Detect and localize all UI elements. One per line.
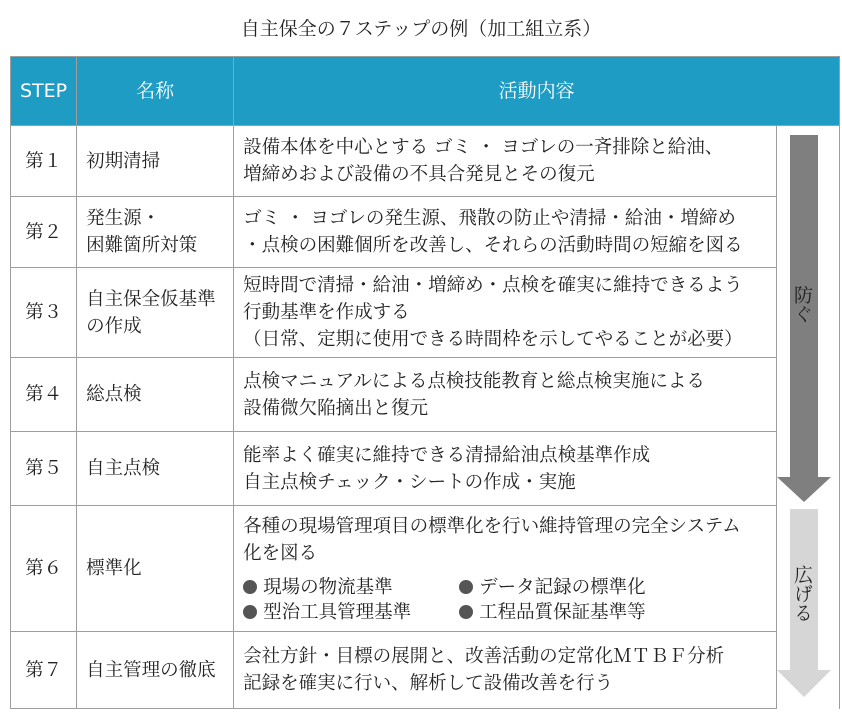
activity-line: 行動基準を作成する bbox=[243, 302, 410, 323]
step-cell: 第２ bbox=[11, 197, 77, 268]
bullet-text: 型治工具管理基準 bbox=[263, 601, 412, 623]
bullet-dot-icon bbox=[243, 580, 257, 594]
activity-line: 点検マニュアルによる点検技能教育と総点検実施による bbox=[243, 370, 705, 392]
activity-line: 増締めおよび設備の不具合発見とその復元 bbox=[243, 164, 595, 185]
bullet-row bbox=[243, 600, 767, 625]
step-cell: 第１ bbox=[11, 126, 77, 197]
activity-cell bbox=[234, 506, 777, 632]
activity-line: 自主点検チェック・シートの作成・実施 bbox=[243, 471, 576, 493]
header-row bbox=[11, 57, 840, 126]
arrow-label-expand bbox=[791, 565, 817, 622]
bullet-list bbox=[243, 575, 767, 625]
activity-cell bbox=[234, 358, 777, 432]
bullet-dot-icon bbox=[459, 605, 473, 619]
name-cell bbox=[77, 506, 234, 632]
activity-line: 記録を確実に行い、解析して設備改善を行う bbox=[243, 673, 614, 694]
step-cell: 第６ bbox=[11, 506, 77, 632]
name-cell bbox=[77, 432, 234, 506]
activity-line: 短時間で清掃・給油・増締め・点検を確実に維持できるよう bbox=[243, 275, 743, 296]
step-cell: 第５ bbox=[11, 432, 77, 506]
name-cell bbox=[77, 126, 234, 197]
bullet-dot-icon bbox=[459, 580, 473, 594]
activity-line: ・点検の困難個所を改善し、それらの活動時間の短縮を図る bbox=[243, 235, 743, 256]
bullet-text: データ記録の標準化 bbox=[479, 576, 646, 598]
name-cell bbox=[77, 632, 234, 709]
step-cell: 第４ bbox=[11, 358, 77, 432]
steps-table bbox=[10, 56, 840, 709]
table-row bbox=[11, 126, 840, 197]
bullet-text: 工程品質保証基準等 bbox=[479, 601, 646, 623]
header-activity: 活動内容 bbox=[234, 57, 840, 126]
arrow-column-graphics bbox=[775, 125, 833, 710]
activity-line: 設備本体を中心とする ゴミ ・ ヨゴレの一斉排除と給油、 bbox=[243, 137, 724, 158]
step-cell: 第７ bbox=[11, 632, 77, 709]
activity-cell bbox=[234, 197, 777, 268]
bullet-item bbox=[243, 575, 459, 600]
activity-cell bbox=[234, 126, 777, 197]
table-row bbox=[11, 358, 840, 432]
header-name: 名称 bbox=[77, 57, 234, 126]
table-row bbox=[11, 632, 840, 709]
activity-line: 化を図る bbox=[243, 542, 318, 564]
table-row bbox=[11, 506, 840, 632]
table-row bbox=[11, 268, 840, 358]
activity-cell bbox=[234, 268, 777, 358]
bullet-text: 現場の物流基準 bbox=[263, 576, 393, 598]
name-line: 総点検 bbox=[86, 384, 142, 405]
bullet-row bbox=[243, 575, 767, 600]
name-cell bbox=[77, 197, 234, 268]
bullet-item bbox=[243, 600, 459, 625]
vertical-text: 防ぐ bbox=[791, 285, 813, 323]
activity-line: ゴミ ・ ヨゴレの発生源、飛散の防止や清掃・給油・増締め bbox=[243, 208, 736, 229]
step-cell: 第３ bbox=[11, 268, 77, 358]
page-title: 自主保全の７ステップの例（加工組立系） bbox=[240, 18, 602, 40]
name-line: 初期清掃 bbox=[86, 150, 161, 172]
table-row bbox=[11, 432, 840, 506]
activity-cell bbox=[234, 632, 777, 709]
name-line: 困難箇所対策 bbox=[86, 235, 198, 256]
name-line: 自主管理の徹底 bbox=[86, 659, 216, 681]
activity-line: 設備微欠陥摘出と復元 bbox=[243, 397, 429, 419]
name-cell bbox=[77, 268, 234, 358]
bullet-item bbox=[459, 577, 646, 598]
arrows-svg bbox=[775, 125, 833, 710]
table-row bbox=[11, 197, 840, 268]
name-line: 発生源・ bbox=[86, 208, 161, 229]
header-step: STEP bbox=[11, 57, 77, 126]
vertical-text: 広げる bbox=[791, 565, 813, 622]
name-cell bbox=[77, 358, 234, 432]
activity-line: （日常、定期に使用できる時間枠を示してやることが必要） bbox=[243, 329, 743, 350]
activity-line: 会社方針・目標の展開と、改善活動の定常化ＭＴＢＦ分析 bbox=[243, 646, 725, 667]
name-line: 自主点検 bbox=[86, 458, 161, 479]
bullet-item bbox=[459, 602, 646, 623]
bullet-dot-icon bbox=[243, 605, 257, 619]
name-line: の作成 bbox=[86, 315, 142, 337]
name-line: 標準化 bbox=[86, 558, 142, 579]
arrow-label-prevent bbox=[791, 285, 817, 323]
activity-line: 各種の現場管理項目の標準化を行い維持管理の完全システム bbox=[243, 515, 741, 537]
activity-line: 能率よく確実に維持できる清掃給油点検基準作成 bbox=[243, 444, 651, 466]
activity-cell bbox=[234, 432, 777, 506]
name-line: 自主保全仮基準 bbox=[86, 288, 216, 310]
